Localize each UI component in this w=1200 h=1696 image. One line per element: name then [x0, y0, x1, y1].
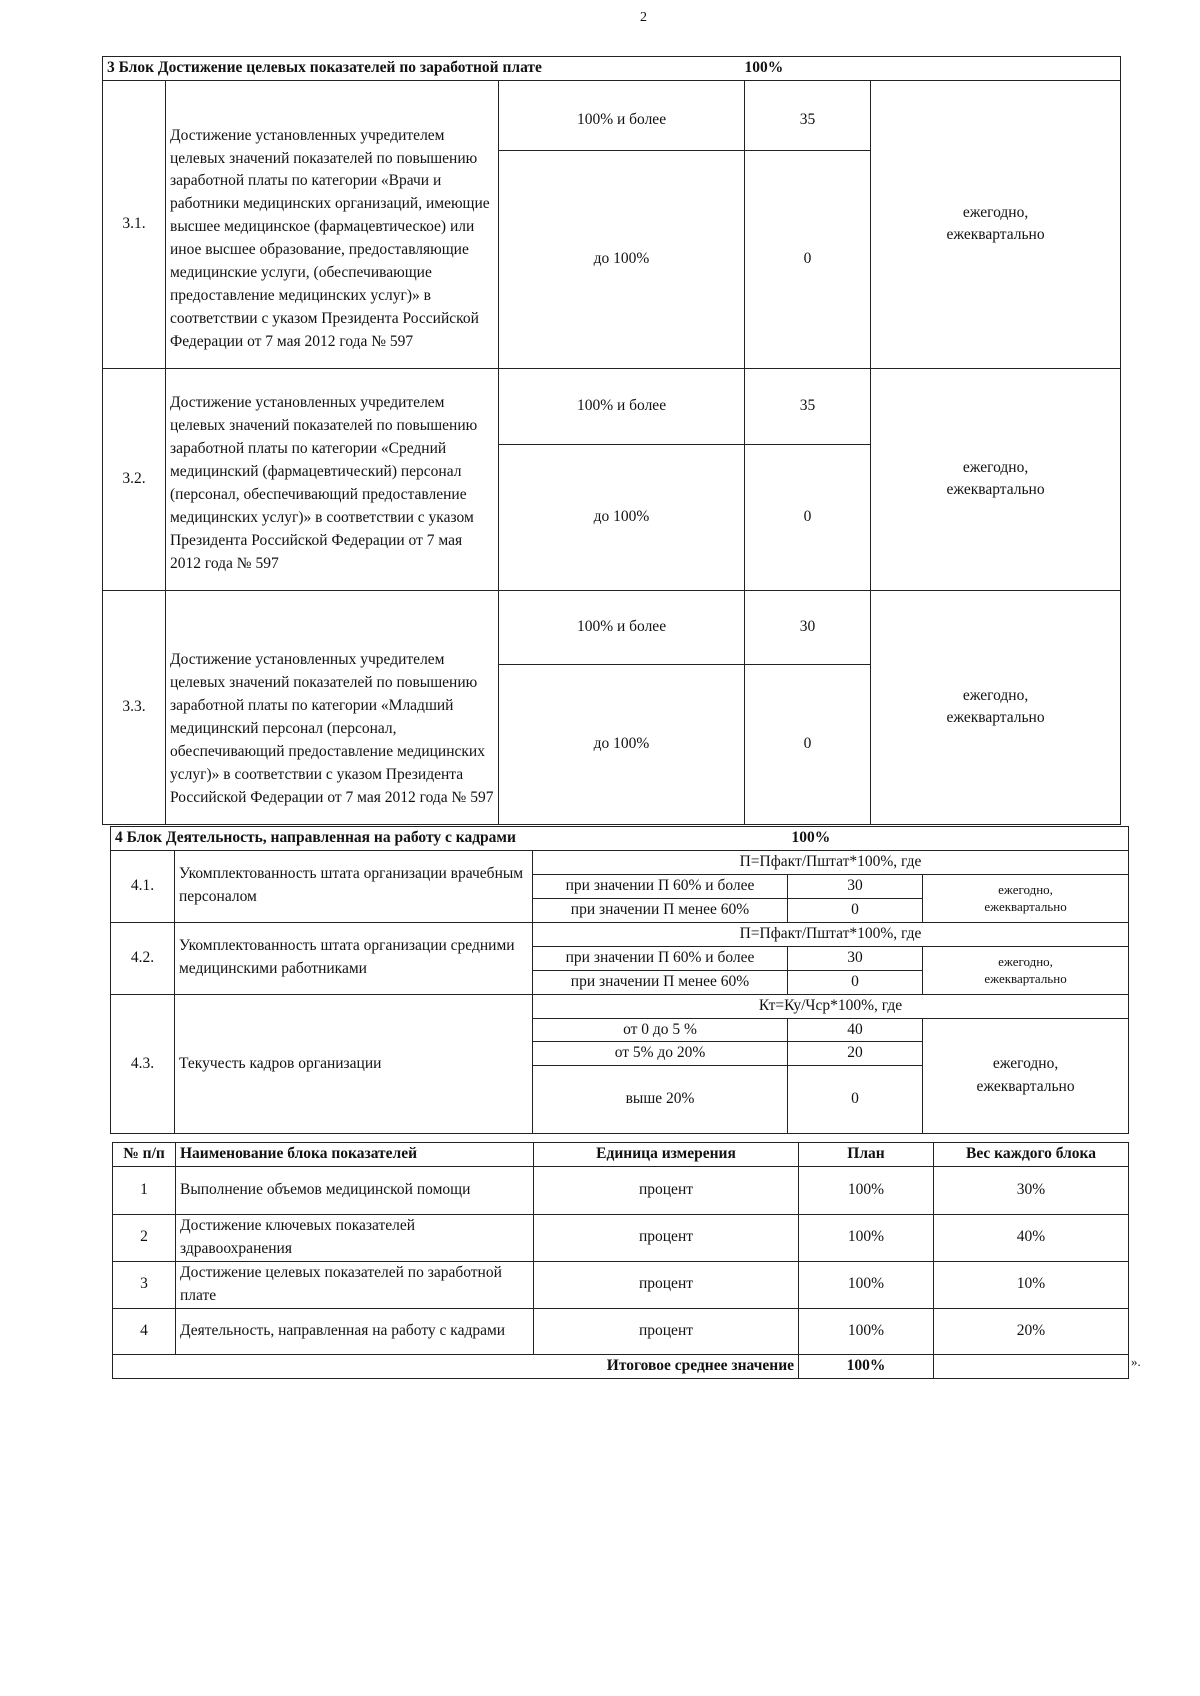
table-row: [113, 1215, 1129, 1262]
period-cell: ежегодно, ежеквартально: [923, 946, 1129, 994]
summary-name: Достижение целевых показателей по заработной плате: [176, 1261, 534, 1308]
condition-cell: 100% и более: [499, 590, 745, 664]
condition-cell: при значении П 60% и более: [533, 946, 788, 970]
score-cell: 0: [745, 444, 871, 590]
block4-table: [110, 826, 1129, 1134]
summary-num: 2: [113, 1215, 176, 1262]
summary-num: 1: [113, 1167, 176, 1215]
period-cell: ежегодно, ежеквартально: [871, 590, 1121, 824]
score-cell: 0: [788, 970, 923, 994]
row-number: 3.3.: [103, 590, 166, 824]
table-row: [113, 1308, 1129, 1354]
block3-weight: 100%: [745, 57, 1121, 81]
table-row: [103, 80, 1121, 150]
block4-title: 4 Блок Деятельность, направленная на работу с кадрами: [111, 827, 788, 851]
row-number: 3.2.: [103, 368, 166, 590]
row-number: 3.1.: [103, 80, 166, 368]
condition-cell: до 100%: [499, 664, 745, 824]
condition-cell: выше 20%: [533, 1066, 788, 1134]
page-number: 2: [640, 10, 647, 25]
score-cell: 0: [788, 1066, 923, 1134]
header-num: № п/п: [113, 1143, 176, 1167]
block3-title: 3 Блок Достижение целевых показателей по заработной плате: [103, 57, 745, 81]
row-number: 4.2.: [111, 922, 175, 994]
row-number: 4.1.: [111, 850, 175, 922]
table-row: [103, 590, 1121, 664]
score-cell: 0: [745, 150, 871, 368]
score-cell: 30: [788, 874, 923, 898]
table-row: [111, 850, 1129, 874]
summary-unit: процент: [534, 1215, 799, 1262]
indicator-description: Укомплектованность штата организации врачебным персоналом: [175, 850, 533, 922]
score-cell: 30: [788, 946, 923, 970]
header-weight: Вес каждого блока: [934, 1143, 1129, 1167]
indicator-description: Достижение установленных учредителем целевых значений показателей по повышению заработной платы по категории «Врачи и работники медицинских организаций, имеющие высшее медицинское (фармацевтическое) или иное высшее образование, предоставляющие медицинские услуги, (обеспечивающие предоставление медицинских услуг)» в соответствии с указом Президента Российской Федерации от 7 мая 2012 года № 597: [166, 80, 499, 368]
score-cell: 30: [745, 590, 871, 664]
header-name: Наименование блока показателей: [176, 1143, 534, 1167]
summary-plan: 100%: [799, 1308, 934, 1354]
condition-cell: до 100%: [499, 444, 745, 590]
summary-unit: процент: [534, 1308, 799, 1354]
total-label: Итоговое среднее значение: [113, 1354, 799, 1378]
condition-cell: при значении П менее 60%: [533, 898, 788, 922]
block3-header-row: [103, 57, 1121, 81]
score-cell: 0: [788, 898, 923, 922]
period-cell: ежегодно, ежеквартально: [871, 368, 1121, 590]
condition-cell: при значении П 60% и более: [533, 874, 788, 898]
total-weight-empty: [934, 1354, 1129, 1378]
indicator-description: Укомплектованность штата организации средними медицинскими работниками: [175, 922, 533, 994]
indicator-description: Достижение установленных учредителем целевых значений показателей по повышению заработной платы по категории «Средний медицинский (фармацевтический) персонал (персонал, обеспечивающий предоставление медицинских услуг)» в соответствии с указом Президента Российской Федерации от 7 мая 2012 года № 597: [166, 368, 499, 590]
score-cell: 35: [745, 80, 871, 150]
condition-cell: от 0 до 5 %: [533, 1018, 788, 1042]
block3-table: [102, 56, 1121, 825]
summary-plan: 100%: [799, 1215, 934, 1262]
indicator-description: Достижение установленных учредителем целевых значений показателей по повышению заработной платы по категории «Младший медицинский персонал (персонал, обеспечивающий предоставление медицинских услуг)» в соответствии с указом Президента Российской Федерации от 7 мая 2012 года № 597: [166, 590, 499, 824]
summary-name: Деятельность, направленная на работу с кадрами: [176, 1308, 534, 1354]
summary-plan: 100%: [799, 1261, 934, 1308]
formula-cell: П=Пфакт/Пштат*100%, где: [533, 850, 1129, 874]
summary-table: [112, 1142, 1129, 1379]
condition-cell: 100% и более: [499, 368, 745, 444]
summary-plan: 100%: [799, 1167, 934, 1215]
condition-cell: до 100%: [499, 150, 745, 368]
indicator-description: Текучесть кадров организации: [175, 994, 533, 1134]
period-cell: ежегодно, ежеквартально: [923, 1018, 1129, 1134]
formula-cell: П=Пфакт/Пштат*100%, где: [533, 922, 1129, 946]
summary-weight: 30%: [934, 1167, 1129, 1215]
summary-total-row: [113, 1354, 1129, 1378]
period-cell: ежегодно, ежеквартально: [871, 80, 1121, 368]
summary-weight: 40%: [934, 1215, 1129, 1262]
closing-quote-mark: ».: [1131, 1354, 1141, 1369]
summary-header-row: [113, 1143, 1129, 1167]
table-row: [103, 368, 1121, 444]
score-cell: 20: [788, 1042, 923, 1066]
row-number: 4.3.: [111, 994, 175, 1134]
period-cell: ежегодно, ежеквартально: [923, 874, 1129, 922]
table-row: [111, 994, 1129, 1018]
table-row: [113, 1261, 1129, 1308]
score-cell: 0: [745, 664, 871, 824]
summary-unit: процент: [534, 1167, 799, 1215]
summary-num: 3: [113, 1261, 176, 1308]
table-row: [113, 1167, 1129, 1215]
total-value: 100%: [799, 1354, 934, 1378]
condition-cell: 100% и более: [499, 80, 745, 150]
condition-cell: от 5% до 20%: [533, 1042, 788, 1066]
summary-weight: 20%: [934, 1308, 1129, 1354]
condition-cell: при значении П менее 60%: [533, 970, 788, 994]
score-cell: 40: [788, 1018, 923, 1042]
score-cell: 35: [745, 368, 871, 444]
summary-name: Достижение ключевых показателей здравоохранения: [176, 1215, 534, 1262]
block4-header-row: [111, 827, 1129, 851]
summary-name: Выполнение объемов медицинской помощи: [176, 1167, 534, 1215]
header-plan: План: [799, 1143, 934, 1167]
header-unit: Единица измерения: [534, 1143, 799, 1167]
summary-weight: 10%: [934, 1261, 1129, 1308]
table-row: [111, 922, 1129, 946]
summary-unit: процент: [534, 1261, 799, 1308]
summary-num: 4: [113, 1308, 176, 1354]
block4-weight: 100%: [788, 827, 1129, 851]
formula-cell: Кт=Ку/Чср*100%, где: [533, 994, 1129, 1018]
